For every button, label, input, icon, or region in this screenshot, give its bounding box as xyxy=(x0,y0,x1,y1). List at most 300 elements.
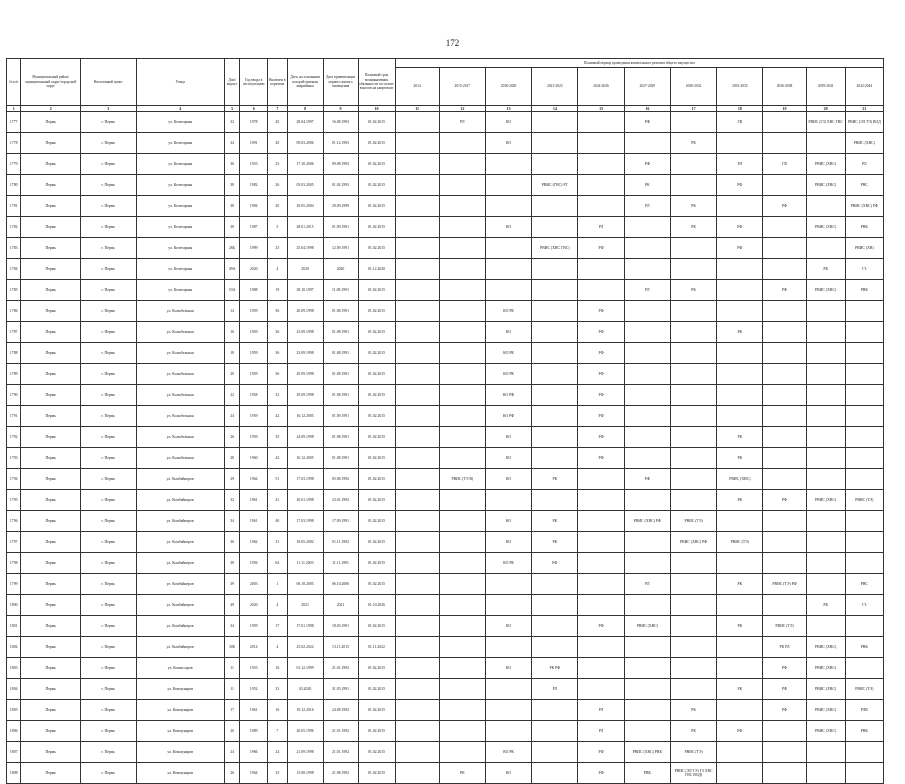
cell-planned-work xyxy=(670,259,716,280)
cell-house: 11 xyxy=(224,658,239,679)
cell-municipality: Пермь xyxy=(21,217,81,238)
column-index: 8 xyxy=(287,106,323,112)
cell-obligation-date: 01.02.2015 xyxy=(358,406,395,427)
cell-planned-work xyxy=(439,175,485,196)
cell-street: ул. Коммунаров xyxy=(136,679,224,700)
cell-planned-work xyxy=(806,574,845,595)
cell-planned-work xyxy=(578,133,624,154)
cell-planned-work: РЛ xyxy=(624,196,670,217)
cell-planned-work xyxy=(439,742,485,763)
cell-planned-work xyxy=(532,490,578,511)
cell-planned-work xyxy=(806,427,845,448)
cell-privatization-date: 01.08.1991 xyxy=(323,427,358,448)
cell-planned-work xyxy=(395,616,439,637)
cell-planned-work xyxy=(532,364,578,385)
cell-planned-work: РЛ xyxy=(845,154,883,175)
cell-planned-work: КО РФ xyxy=(485,406,531,427)
cell-settlement: г. Пермь xyxy=(81,511,137,532)
cell-settlement: г. Пермь xyxy=(81,364,137,385)
cell-planned-work: РВИС (ХВС) xyxy=(624,616,670,637)
cell-demolition: 42 xyxy=(268,406,288,427)
cell-planned-work xyxy=(670,574,716,595)
cell-year-built: 1991 xyxy=(240,133,268,154)
cell-planned-work xyxy=(845,301,883,322)
cell-demolition: 4 xyxy=(268,595,288,616)
cell-planned-work xyxy=(485,259,531,280)
cell-privatization-date: 06.10.2006 xyxy=(323,574,358,595)
col-period: 2042-2044 xyxy=(845,68,883,106)
cell-planned-work: РФ xyxy=(624,112,670,133)
cell-municipality: Пермь xyxy=(21,238,81,259)
cell-street: ул. Коммунаров xyxy=(136,700,224,721)
cell-settlement: г. Пермь xyxy=(81,658,137,679)
cell-privatization-date: 11.11.1991 xyxy=(323,553,358,574)
table-row xyxy=(7,763,884,784)
cell-planned-work xyxy=(395,742,439,763)
column-index: 19 xyxy=(763,106,806,112)
cell-planned-work: РК xyxy=(532,511,578,532)
column-index: 10 xyxy=(358,106,395,112)
cell-planned-work xyxy=(624,448,670,469)
cell-emergency-date: 24.09.1998 xyxy=(287,427,323,448)
cell-house: 49 xyxy=(224,595,239,616)
cell-demolition: 36 xyxy=(268,322,288,343)
col-period: 2018-2020 xyxy=(485,68,531,106)
cell-planned-work xyxy=(806,448,845,469)
cell-obligation-date: 01.02.2015 xyxy=(358,196,395,217)
cell-obligation-date: 01.10.2026 xyxy=(358,595,395,616)
cell-planned-work xyxy=(395,196,439,217)
cell-planned-work xyxy=(578,280,624,301)
cell-planned-work: РВИС (ХВ) xyxy=(845,238,883,259)
cell-planned-work xyxy=(395,595,439,616)
cell-num: 1793 xyxy=(7,448,21,469)
cell-obligation-date: 01.02.2015 xyxy=(358,427,395,448)
cell-planned-work xyxy=(717,553,763,574)
cell-planned-work: РВИС (ХВС) xyxy=(806,679,845,700)
cell-planned-work xyxy=(578,595,624,616)
table-row xyxy=(7,175,884,196)
cell-settlement: г. Пермь xyxy=(81,721,137,742)
cell-planned-work xyxy=(670,658,716,679)
cell-street: ул. Колыбельная xyxy=(136,427,224,448)
table-row xyxy=(7,238,884,259)
cell-planned-work xyxy=(439,616,485,637)
table-row xyxy=(7,427,884,448)
cell-planned-work: КО РК xyxy=(485,301,531,322)
cell-num: 1805 xyxy=(7,700,21,721)
cell-privatization-date: 01.08.1991 xyxy=(323,385,358,406)
cell-privatization-date: 21.01.1992 xyxy=(323,742,358,763)
cell-demolition: 19 xyxy=(268,280,288,301)
cell-planned-work xyxy=(395,574,439,595)
cell-year-built: 1953 xyxy=(240,154,268,175)
cell-demolition: 16 xyxy=(268,658,288,679)
cell-planned-work xyxy=(670,406,716,427)
cell-planned-work: РВИС (ХВС) xyxy=(806,658,845,679)
cell-municipality: Пермь xyxy=(21,364,81,385)
cell-emergency-date: 25.02.2022 xyxy=(287,637,323,658)
cell-planned-work: РВИС (ХВС) РФ xyxy=(624,511,670,532)
cell-privatization-date: 17.09.1991 xyxy=(323,511,358,532)
cell-emergency-date: 17.01.1998 xyxy=(287,616,323,637)
cell-planned-work: РК xyxy=(670,721,716,742)
cell-planned-work xyxy=(806,385,845,406)
cell-privatization-date: 29.09.1999 xyxy=(323,196,358,217)
col-period: 2033-2035 xyxy=(717,68,763,106)
cell-planned-work xyxy=(624,133,670,154)
col-period: 2015-2017 xyxy=(439,68,485,106)
cell-settlement: г. Пермь xyxy=(81,469,137,490)
cell-municipality: Пермь xyxy=(21,532,81,553)
cell-planned-work xyxy=(717,385,763,406)
cell-year-built: 1966 xyxy=(240,742,268,763)
cell-planned-work xyxy=(845,553,883,574)
col-demolition: Включен в перечень xyxy=(268,59,288,106)
cell-municipality: Пермь xyxy=(21,679,81,700)
cell-house: 36 xyxy=(224,154,239,175)
cell-street: ул. Коммунаров xyxy=(136,721,224,742)
cell-emergency-date: 06.10.2005 xyxy=(287,574,323,595)
cell-planned-work: РВИС (ТЭ) xyxy=(845,679,883,700)
cell-planned-work: РВИС (ХВС) xyxy=(806,175,845,196)
cell-planned-work: РК xyxy=(532,469,578,490)
cell-street: ул. Кочегарная xyxy=(136,259,224,280)
cell-year-built: 1978 xyxy=(240,112,268,133)
cell-planned-work: РК РФ xyxy=(532,658,578,679)
cell-obligation-date: 01.02.2015 xyxy=(358,700,395,721)
cell-planned-work xyxy=(439,532,485,553)
cell-planned-work xyxy=(670,679,716,700)
cell-num: 1798 xyxy=(7,553,21,574)
cell-emergency-date: 03.03.2005 xyxy=(287,175,323,196)
cell-privatization-date: 01.08.1991 xyxy=(323,322,358,343)
cell-privatization-date: 05.08.1992 xyxy=(323,469,358,490)
cell-emergency-date: 28.04.1997 xyxy=(287,112,323,133)
cell-planned-work xyxy=(717,133,763,154)
cell-planned-work xyxy=(624,490,670,511)
cell-year-built: 1964 xyxy=(240,763,268,784)
cell-planned-work: КО xyxy=(485,763,531,784)
cell-planned-work xyxy=(624,532,670,553)
cell-year-built: 1961 xyxy=(240,490,268,511)
cell-street: ул. Колыбельная xyxy=(136,406,224,427)
cell-house: 49А xyxy=(224,259,239,280)
cell-planned-work: РФ xyxy=(717,175,763,196)
cell-planned-work: РВИС (ТЭ) xyxy=(670,742,716,763)
cell-planned-work xyxy=(806,301,845,322)
cell-planned-work xyxy=(485,280,531,301)
cell-planned-work xyxy=(532,301,578,322)
cell-num: 1784 xyxy=(7,259,21,280)
column-index: 4 xyxy=(136,106,224,112)
col-period: 2021-2023 xyxy=(532,68,578,106)
cell-planned-work xyxy=(439,238,485,259)
cell-planned-work: РВИС (ТЭ) xyxy=(763,616,806,637)
cell-planned-work xyxy=(395,469,439,490)
cell-planned-work xyxy=(845,742,883,763)
cell-municipality: Пермь xyxy=(21,658,81,679)
cell-year-built: 1958 xyxy=(240,385,268,406)
cell-planned-work: РФ xyxy=(624,154,670,175)
cell-house: 18 xyxy=(224,343,239,364)
cell-settlement: г. Пермь xyxy=(81,427,137,448)
cell-planned-work: КО xyxy=(485,616,531,637)
cell-planned-work xyxy=(806,343,845,364)
cell-planned-work xyxy=(670,364,716,385)
cell-emergency-date: 09.03.2006 xyxy=(287,133,323,154)
cell-municipality: Пермь xyxy=(21,490,81,511)
cell-municipality: Пермь xyxy=(21,721,81,742)
cell-planned-work: РВИС (ХВС) xyxy=(717,469,763,490)
cell-planned-work: РФ xyxy=(578,763,624,784)
table-row xyxy=(7,343,884,364)
cell-planned-work xyxy=(578,112,624,133)
cell-street: ул. Коммунаров xyxy=(136,742,224,763)
cell-demolition: 20 xyxy=(268,133,288,154)
cell-settlement: г. Пермь xyxy=(81,301,137,322)
col-num: № п/п xyxy=(7,59,21,106)
cell-planned-work xyxy=(806,532,845,553)
cell-num: 1779 xyxy=(7,154,21,175)
cell-planned-work xyxy=(395,679,439,700)
table-row xyxy=(7,364,884,385)
cell-emergency-date: 20.09.1998 xyxy=(287,301,323,322)
cell-planned-work: КО xyxy=(485,532,531,553)
cell-settlement: г. Пермь xyxy=(81,175,137,196)
cell-house: 26 xyxy=(224,763,239,784)
cell-planned-work xyxy=(485,700,531,721)
cell-year-built: 1959 xyxy=(240,301,268,322)
cell-planned-work: РФ xyxy=(578,406,624,427)
cell-planned-work xyxy=(717,700,763,721)
cell-emergency-date: 28.01.2015 xyxy=(287,217,323,238)
cell-planned-work xyxy=(439,217,485,238)
cell-municipality: Пермь xyxy=(21,595,81,616)
cell-planned-work xyxy=(578,490,624,511)
cell-demolition: 36 xyxy=(268,343,288,364)
column-index: 5 xyxy=(224,106,239,112)
cell-planned-work xyxy=(763,427,806,448)
cell-planned-work xyxy=(395,301,439,322)
cell-planned-work: РЛ xyxy=(532,679,578,700)
column-index: 2 xyxy=(21,106,81,112)
cell-planned-work: КО xyxy=(485,133,531,154)
cell-planned-work xyxy=(670,175,716,196)
cell-planned-work: РК xyxy=(532,532,578,553)
cell-municipality: Пермь xyxy=(21,637,81,658)
cell-planned-work xyxy=(845,448,883,469)
cell-planned-work: КО xyxy=(485,112,531,133)
cell-planned-work xyxy=(578,511,624,532)
cell-planned-work xyxy=(485,175,531,196)
cell-planned-work xyxy=(395,385,439,406)
cell-street: ул. Комбайнеров xyxy=(136,574,224,595)
cell-planned-work xyxy=(578,259,624,280)
cell-planned-work xyxy=(395,364,439,385)
cell-planned-work: КО xyxy=(485,658,531,679)
cell-demolition: 25 xyxy=(268,238,288,259)
cell-demolition: 31 xyxy=(268,532,288,553)
cell-planned-work xyxy=(624,364,670,385)
cell-planned-work xyxy=(670,427,716,448)
cell-privatization-date: 18.03.1991 xyxy=(323,616,358,637)
cell-settlement: г. Пермь xyxy=(81,490,137,511)
cell-street: ул. Кочегарная xyxy=(136,175,224,196)
cell-planned-work xyxy=(670,616,716,637)
cell-planned-work xyxy=(532,112,578,133)
cell-planned-work xyxy=(485,574,531,595)
cell-planned-work xyxy=(624,322,670,343)
cell-planned-work xyxy=(845,616,883,637)
cell-demolition: 16 xyxy=(268,700,288,721)
cell-obligation-date: 01.02.2015 xyxy=(358,511,395,532)
cell-planned-work: РК xyxy=(624,175,670,196)
cell-house: 28 xyxy=(224,448,239,469)
cell-planned-work: РФ xyxy=(763,490,806,511)
cell-planned-work: ГЗ xyxy=(845,595,883,616)
cell-planned-work xyxy=(532,448,578,469)
cell-planned-work xyxy=(806,553,845,574)
cell-emergency-date: 20.05.1996 xyxy=(287,721,323,742)
cell-settlement: г. Пермь xyxy=(81,322,137,343)
cell-planned-work xyxy=(763,133,806,154)
cell-planned-work xyxy=(763,742,806,763)
cell-planned-work: РК xyxy=(717,322,763,343)
cell-planned-work xyxy=(578,175,624,196)
table-row xyxy=(7,385,884,406)
cell-planned-work: РФ xyxy=(763,280,806,301)
cell-municipality: Пермь xyxy=(21,196,81,217)
cell-num: 1799 xyxy=(7,574,21,595)
cell-planned-work xyxy=(485,154,531,175)
cell-planned-work xyxy=(845,427,883,448)
col-settlement: Населенный пункт xyxy=(81,59,137,106)
table-row xyxy=(7,154,884,175)
cell-demolition: 33 xyxy=(268,679,288,700)
cell-planned-work: РК РЛ xyxy=(763,637,806,658)
cell-year-built: 1953 xyxy=(240,658,268,679)
cell-municipality: Пермь xyxy=(21,259,81,280)
cell-planned-work xyxy=(532,259,578,280)
cell-planned-work: ГВ xyxy=(763,154,806,175)
cell-planned-work xyxy=(763,238,806,259)
table-row xyxy=(7,259,884,280)
cell-planned-work xyxy=(439,322,485,343)
cell-obligation-date: 01.02.2015 xyxy=(358,301,395,322)
cell-planned-work xyxy=(624,301,670,322)
cell-obligation-date: 01.02.2015 xyxy=(358,553,395,574)
cell-house: 30Б xyxy=(224,637,239,658)
cell-privatization-date: 21.08.1992 xyxy=(323,763,358,784)
cell-demolition: 40 xyxy=(268,511,288,532)
cell-planned-work xyxy=(395,427,439,448)
cell-obligation-date: 01.02.2015 xyxy=(358,742,395,763)
cell-planned-work xyxy=(670,595,716,616)
column-index: 3 xyxy=(81,106,137,112)
cell-planned-work: РВИС (ТЭ) xyxy=(670,511,716,532)
cell-demolition: 42 xyxy=(268,448,288,469)
table-row xyxy=(7,301,884,322)
cell-emergency-date: 15.08.1998 xyxy=(287,763,323,784)
cell-planned-work xyxy=(532,154,578,175)
col-period: 2024-2026 xyxy=(578,68,624,106)
cell-num: 1785 xyxy=(7,280,21,301)
cell-planned-work: РЛВ xyxy=(845,700,883,721)
cell-planned-work: РВК xyxy=(845,217,883,238)
cell-emergency-date: 2021 xyxy=(287,595,323,616)
cell-planned-work xyxy=(806,763,845,784)
cell-planned-work xyxy=(763,553,806,574)
cell-planned-work: РЛ xyxy=(624,280,670,301)
cell-num: 1781 xyxy=(7,196,21,217)
cell-planned-work xyxy=(439,196,485,217)
cell-emergency-date: 19.12.2016 xyxy=(287,700,323,721)
column-index: 15 xyxy=(578,106,624,112)
cell-settlement: г. Пермь xyxy=(81,238,137,259)
cell-planned-work xyxy=(806,133,845,154)
cell-planned-work xyxy=(763,532,806,553)
cell-num: 1806 xyxy=(7,721,21,742)
cell-planned-work: РФ xyxy=(763,679,806,700)
cell-street: ул. Комбайнеров xyxy=(136,532,224,553)
cell-privatization-date: 2020 xyxy=(323,259,358,280)
cell-planned-work: КО xyxy=(485,448,531,469)
cell-planned-work xyxy=(439,448,485,469)
cell-planned-work xyxy=(395,112,439,133)
cell-planned-work xyxy=(763,406,806,427)
cell-settlement: г. Пермь xyxy=(81,343,137,364)
cell-planned-work xyxy=(532,133,578,154)
cell-planned-work xyxy=(670,469,716,490)
cell-year-built: 1956 xyxy=(240,553,268,574)
cell-demolition: 36 xyxy=(268,364,288,385)
cell-street: ул. Кочегарная xyxy=(136,196,224,217)
cell-planned-work xyxy=(806,238,845,259)
cell-year-built: 1959 xyxy=(240,406,268,427)
cell-obligation-date: 01.11.2022 xyxy=(358,637,395,658)
cell-settlement: г. Пермь xyxy=(81,700,137,721)
cell-emergency-date: 11.11.2003 xyxy=(287,553,323,574)
cell-demolition: 64 xyxy=(268,553,288,574)
cell-settlement: г. Пермь xyxy=(81,616,137,637)
cell-emergency-date: 23.09.1998 xyxy=(287,343,323,364)
table-row xyxy=(7,469,884,490)
table-row xyxy=(7,532,884,553)
cell-planned-work xyxy=(763,385,806,406)
cell-planned-work xyxy=(845,469,883,490)
page-number: 172 xyxy=(445,38,460,48)
cell-obligation-date: 01.02.2015 xyxy=(358,574,395,595)
cell-planned-work xyxy=(845,532,883,553)
cell-num: 1789 xyxy=(7,364,21,385)
cell-planned-work xyxy=(485,595,531,616)
table-row xyxy=(7,490,884,511)
cell-street: ул. Комбайнеров xyxy=(136,595,224,616)
cell-house: 24 xyxy=(224,742,239,763)
cell-planned-work xyxy=(395,259,439,280)
cell-planned-work xyxy=(624,679,670,700)
cell-house: 38 xyxy=(224,553,239,574)
table-row xyxy=(7,553,884,574)
cell-planned-work: РВИС (ХВС) xyxy=(845,133,883,154)
cell-planned-work: РК xyxy=(717,679,763,700)
cell-planned-work xyxy=(532,427,578,448)
cell-planned-work: РФ xyxy=(578,322,624,343)
cell-municipality: Пермь xyxy=(21,154,81,175)
cell-privatization-date: 01.08.1991 xyxy=(323,301,358,322)
cell-num: 1808 xyxy=(7,763,21,784)
